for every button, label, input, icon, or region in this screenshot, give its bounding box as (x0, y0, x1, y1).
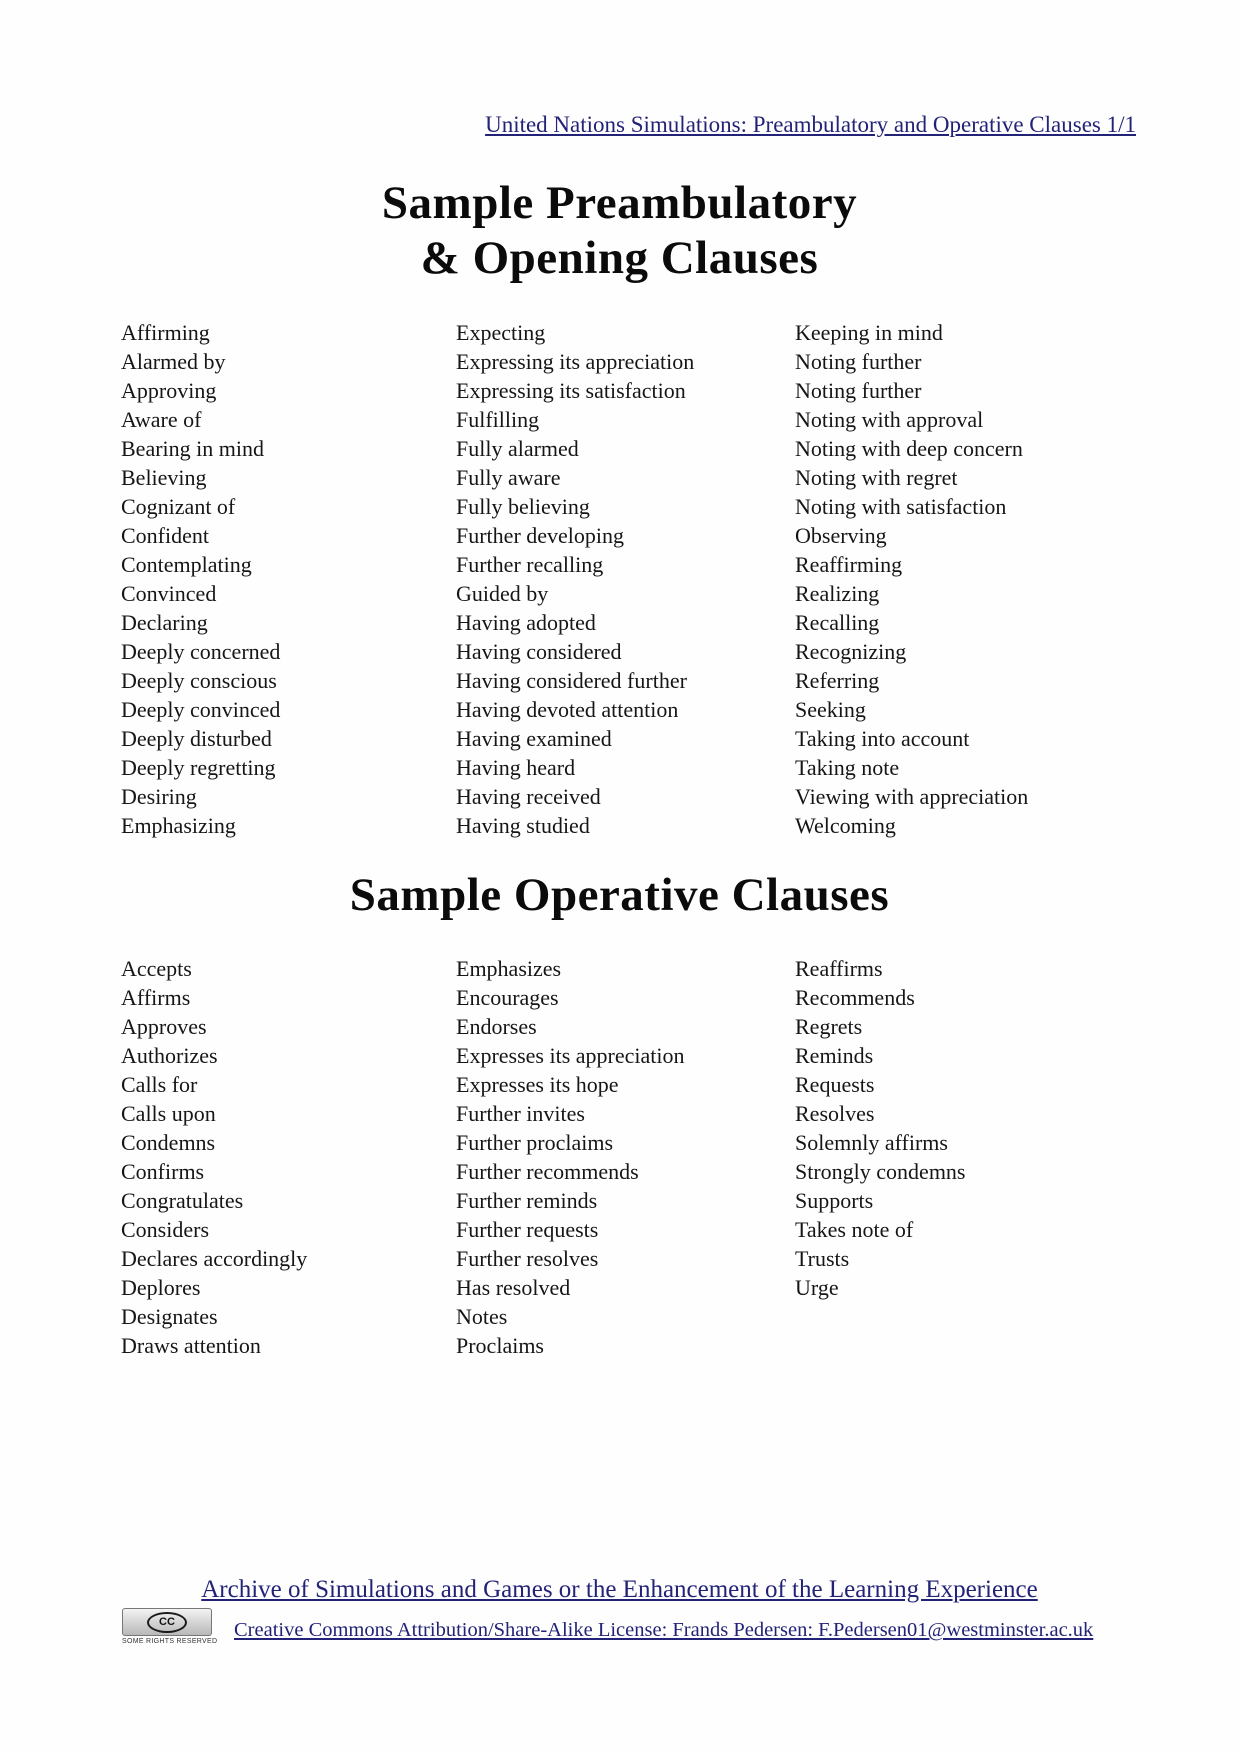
clause-item: Viewing with appreciation (795, 784, 1029, 809)
preambulatory-title-line2: & Opening Clauses (420, 232, 819, 285)
clause-item: Fully alarmed (456, 436, 579, 461)
clause-item: Approving (121, 378, 217, 403)
license-link[interactable]: Creative Commons Attribution/Share-Alike License: Frands Pedersen: F.Pedersen01@westminster.ac.uk (234, 1619, 1094, 1641)
clause-item: Notes (456, 1304, 508, 1329)
clause-item: Convinced (121, 581, 217, 606)
clause-item: Approves (121, 1014, 207, 1039)
clause-item: Reaffirming (795, 552, 903, 577)
clause-item: Having adopted (456, 610, 596, 635)
clause-item: Affirms (121, 985, 191, 1010)
clause-item: Designates (121, 1304, 218, 1329)
clause-item: Considers (121, 1217, 209, 1242)
operative-column-2 (456, 954, 795, 1360)
clause-item: Welcoming (795, 813, 896, 838)
clause-item: Keeping in mind (795, 320, 943, 345)
operative-column-3 (795, 954, 1175, 1360)
clause-item: Having considered further (456, 668, 687, 693)
clause-item: Regrets (795, 1014, 863, 1039)
clause-item: Noting with approval (795, 407, 984, 432)
clause-item: Noting with satisfaction (795, 494, 1007, 519)
clause-item: Expecting (456, 320, 546, 345)
clause-item: Having studied (456, 813, 590, 838)
clause-item: Further reminds (456, 1188, 598, 1213)
clause-item: Emphasizing (121, 813, 236, 838)
clause-item: Seeking (795, 697, 866, 722)
clause-item: Deeply regretting (121, 755, 276, 780)
clause-item: Having received (456, 784, 601, 809)
clause-item: Proclaims (456, 1333, 544, 1358)
preambulatory-column-1 (121, 318, 456, 840)
clause-item: Taking note (795, 755, 900, 780)
cc-badge[interactable] (122, 1608, 218, 1645)
clause-item: Further invites (456, 1101, 585, 1126)
clause-item: Noting further (795, 349, 922, 374)
clause-item: Reminds (795, 1043, 874, 1068)
clause-item: Condemns (121, 1130, 216, 1155)
clause-item: Taking into account (795, 726, 970, 751)
clause-item: Contemplating (121, 552, 252, 577)
clause-item: Referring (795, 668, 880, 693)
clause-item: Declaring (121, 610, 208, 635)
clause-item: Deeply conscious (121, 668, 277, 693)
operative-clause-list (121, 954, 1175, 1360)
archive-link[interactable]: Archive of Simulations and Games or the Enhancement of the Learning Experience (201, 1576, 1038, 1603)
clause-item: Further recommends (456, 1159, 639, 1184)
clause-item: Confirms (121, 1159, 205, 1184)
clause-item: Realizing (795, 581, 880, 606)
clause-item: Having considered (456, 639, 622, 664)
clause-item: Urge (795, 1275, 839, 1300)
clause-item: Deeply convinced (121, 697, 281, 722)
clause-item: Having heard (456, 755, 576, 780)
clause-item: Reaffirms (795, 956, 883, 981)
clause-item: Endorses (456, 1014, 537, 1039)
clause-item: Believing (121, 465, 207, 490)
clause-item: Expresses its hope (456, 1072, 619, 1097)
clause-item: Observing (795, 523, 887, 548)
clause-item: Fulfilling (456, 407, 540, 432)
clause-item: Further developing (456, 523, 625, 548)
preambulatory-title-line1: Sample Preambulatory (381, 177, 858, 229)
clause-item: Recommends (795, 985, 915, 1010)
clause-item: Authorizes (121, 1043, 218, 1068)
clause-item: Supports (795, 1188, 874, 1213)
clause-item: Expresses its appreciation (456, 1043, 685, 1068)
preambulatory-column-2 (456, 318, 795, 840)
clause-item: Expressing its appreciation (456, 349, 695, 374)
clause-item: Solemnly affirms (795, 1130, 948, 1155)
clause-item: Having examined (456, 726, 612, 751)
clause-item: Resolves (795, 1101, 875, 1126)
header-title: United Nations Simulations: Preambulatory and Operative Clauses 1/1 (485, 112, 1136, 137)
preambulatory-column-3 (795, 318, 1175, 840)
clause-item: Noting further (795, 378, 922, 403)
clause-item: Takes note of (795, 1217, 914, 1242)
clause-item: Declares accordingly (121, 1246, 308, 1271)
clause-item: Having devoted attention (456, 697, 679, 722)
clause-item: Cognizant of (121, 494, 236, 519)
clause-item: Recognizing (795, 639, 907, 664)
clause-item: Alarmed by (121, 349, 226, 374)
operative-title: Sample Operative Clauses (349, 869, 890, 921)
clause-item: Congratulates (121, 1188, 244, 1213)
clause-item: Calls upon (121, 1101, 216, 1126)
clause-item: Expressing its satisfaction (456, 378, 686, 403)
clause-item: Deeply concerned (121, 639, 281, 664)
footer-archive-line (0, 1576, 1239, 1604)
clause-item: Deeply disturbed (121, 726, 272, 751)
clause-item: Further proclaims (456, 1130, 614, 1155)
clause-item: Fully aware (456, 465, 561, 490)
clause-item: Bearing in mind (121, 436, 264, 461)
clause-item: Strongly condemns (795, 1159, 966, 1184)
cc-caption: SOME RIGHTS RESERVED (122, 1638, 218, 1645)
page-header (0, 112, 1136, 138)
clause-item: Deplores (121, 1275, 201, 1300)
clause-item: Guided by (456, 581, 549, 606)
clause-item: Confident (121, 523, 209, 548)
preambulatory-title (0, 176, 1239, 287)
clause-item: Fully believing (456, 494, 590, 519)
clause-item: Recalling (795, 610, 880, 635)
clause-item: Noting with regret (795, 465, 958, 490)
clause-item: Has resolved (456, 1275, 571, 1300)
preambulatory-clause-list (121, 318, 1175, 840)
clause-item: Further resolves (456, 1246, 599, 1271)
clause-item: Encourages (456, 985, 559, 1010)
operative-column-1 (121, 954, 456, 1360)
clause-item: Further requests (456, 1217, 599, 1242)
clause-item: Accepts (121, 956, 192, 981)
clause-item: Aware of (121, 407, 202, 432)
clause-item: Draws attention (121, 1333, 261, 1358)
clause-item: Desiring (121, 784, 197, 809)
clause-item: Noting with deep concern (795, 436, 1023, 461)
cc-logo-text: CC (147, 1612, 187, 1633)
clause-item: Requests (795, 1072, 875, 1097)
clause-item: Further recalling (456, 552, 604, 577)
clause-item: Calls for (121, 1072, 198, 1097)
clause-item: Trusts (795, 1246, 850, 1271)
clause-item: Emphasizes (456, 956, 562, 981)
footer-license-line (234, 1619, 1093, 1642)
clause-item: Affirming (121, 320, 210, 345)
cc-icon (122, 1608, 212, 1636)
